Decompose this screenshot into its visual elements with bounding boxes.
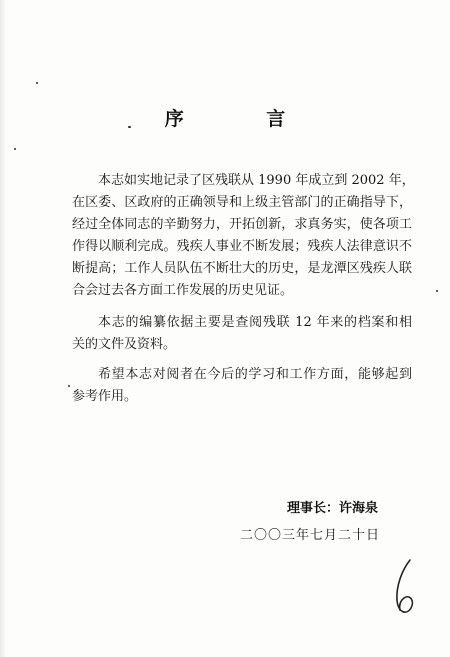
paragraph-line: 在区委、区政府的正确领导和上级主管部门的正确指导下， [72,195,412,210]
scan-speck [14,148,16,150]
paragraph-line: 作得以顺利完成。残疾人事业不断发展；残疾人法律意识不 [72,239,412,254]
paragraph-line: 断提高；工作人员队伍不断壮大的历史，是龙潭区残疾人联 [72,261,412,276]
scan-speck [36,82,38,84]
scan-speck [68,385,70,387]
page-title: 序 言 [164,108,324,130]
paragraph-line: 本志如实地记录了区残联从 1990 年成立到 2002 年， [98,173,415,188]
paragraph-2 [72,312,412,356]
paragraph-line: 经过全体同志的辛勤努力，开拓创新，求真务实，使各项工 [72,217,412,232]
handwritten-page-number [390,558,420,618]
paragraph-3 [72,364,412,408]
paragraph-line: 本志的编纂依据主要是查阅残联 12 年来的档案和相 [98,315,412,330]
paragraph-line: 希望本志对阅者在今后的学习和工作方面，能够起到 [98,367,412,382]
scan-edge-shadow [0,0,6,657]
scan-speck [436,290,438,292]
paragraph-line: 合会过去各方面工作发展的历史见证。 [72,283,294,298]
paragraph-line: 关的文件及资料。 [72,337,177,352]
scan-speck [128,126,131,128]
date-line: 二〇〇三年七月二十日 [239,528,380,543]
signature-line: 理事长：许海泉 [286,501,378,516]
paragraph-1 [72,170,415,302]
paragraph-line: 参考作用。 [72,389,138,404]
